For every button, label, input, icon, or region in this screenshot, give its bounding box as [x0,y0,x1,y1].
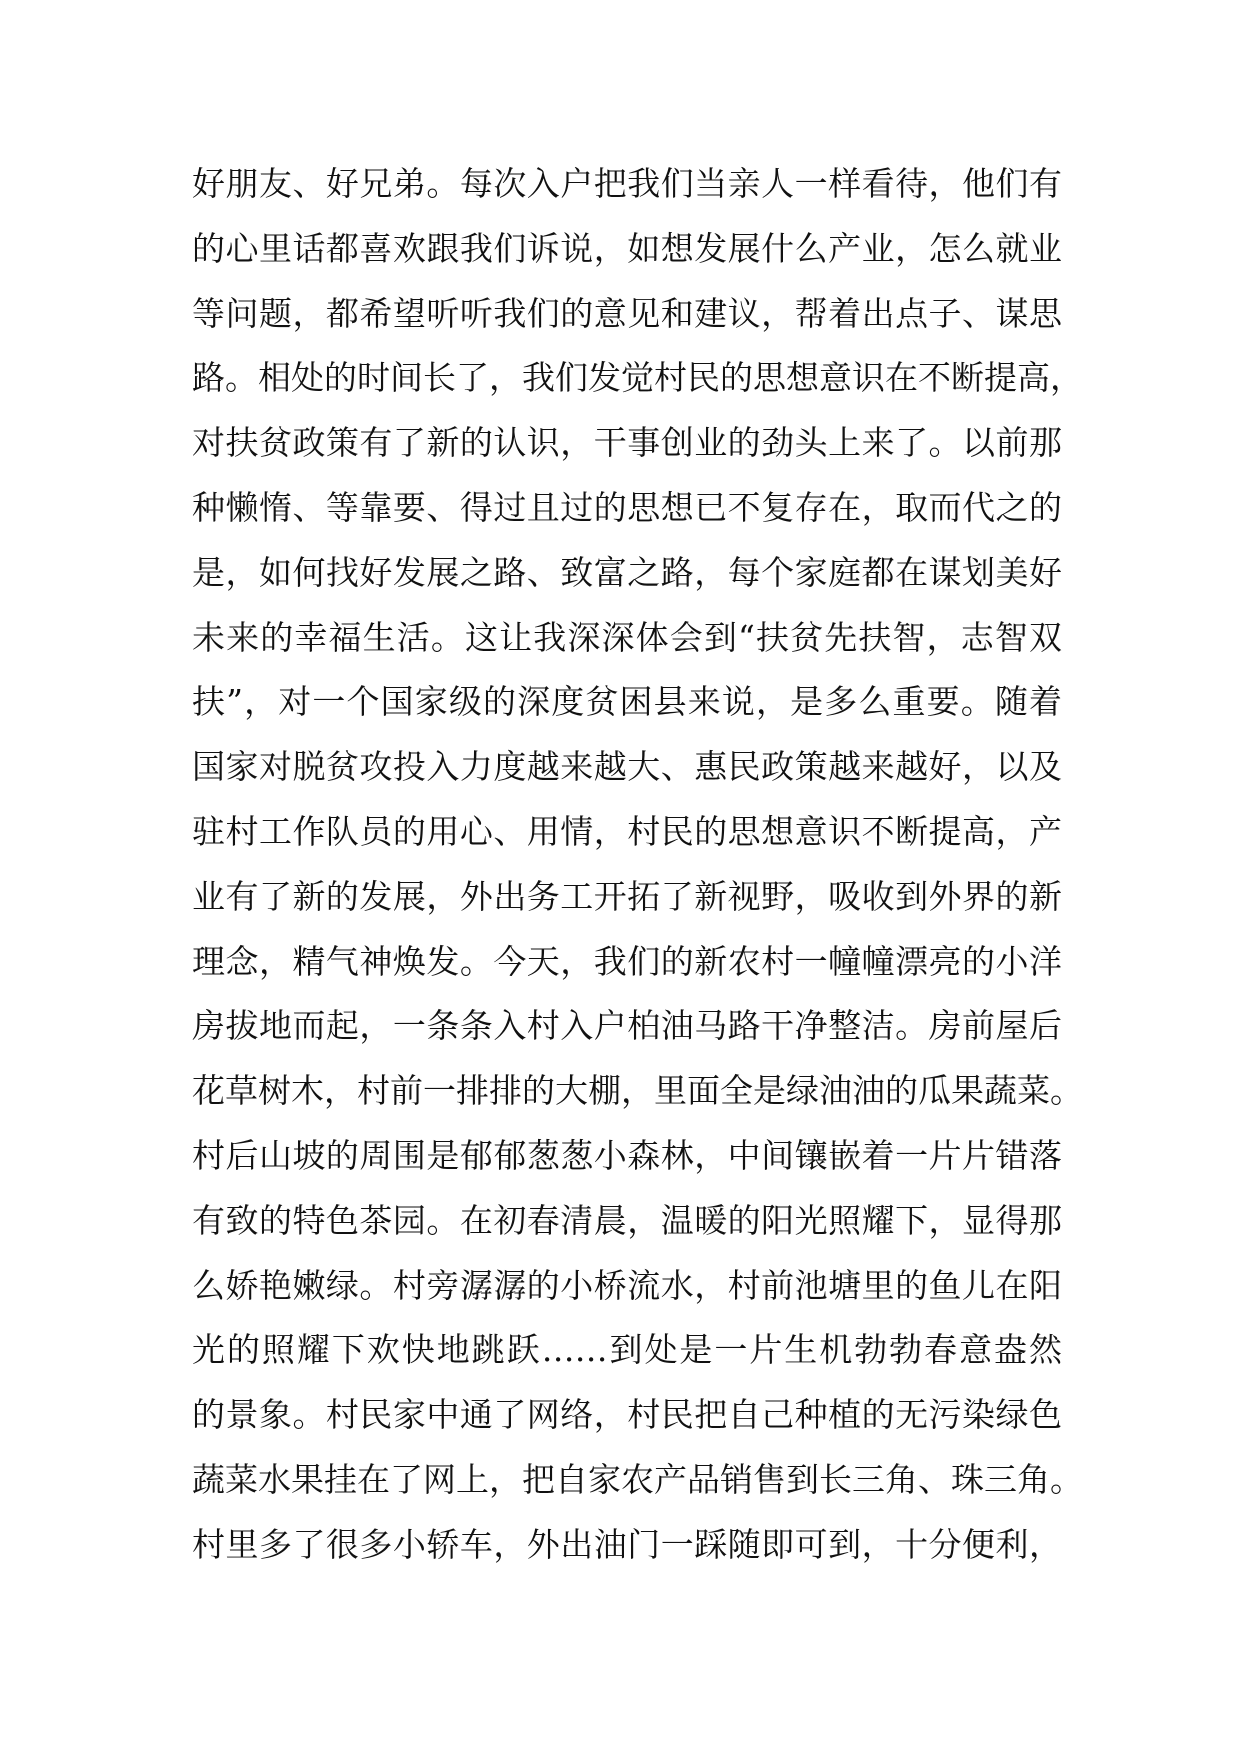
text-line: 对扶贫政策有了新的认识，干事创业的劲头上来了。以前那 [192,423,1062,463]
text-line: 未来的幸福生活。这让我深深体会到“扶贫先扶智，志智双 [192,617,1062,657]
text-line: 业有了新的发展，外出务工开拓了新视野，吸收到外界的新 [192,876,1062,916]
text-line: 扶”，对一个国家级的深度贫困县来说，是多么重要。随着 [192,682,1062,722]
text-line: 花草树木，村前一排排的大棚，里面全是绿油油的瓜果蔬菜。 [192,1071,1083,1111]
text-line: 是，如何找好发展之路、致富之路，每个家庭都在谋划美好 [192,552,1062,592]
text-line: 村后山坡的周围是郁郁葱葱小森林，中间镶嵌着一片片错落 [192,1135,1062,1175]
text-line: 驻村工作队员的用心、用情，村民的思想意识不断提高，产 [192,811,1062,851]
text-line: 村里多了很多小轿车，外出油门一踩随即可到，十分便利， [192,1524,1062,1564]
body-text [192,152,1083,1578]
text-line: 好朋友、好兄弟。每次入户把我们当亲人一样看待，他们有 [192,164,1062,203]
text-line: 有致的特色茶园。在初春清晨，温暖的阳光照耀下，显得那 [192,1200,1062,1240]
text-line: 房拔地而起，一条条入村入户柏油马路干净整洁。房前屋后 [192,1006,1062,1046]
text-line: 种懒惰、等靠要、得过且过的思想已不复存在，取而代之的 [192,487,1062,527]
text-line: 的景象。村民家中通了网络，村民把自己种植的无污染绿色 [192,1395,1062,1435]
text-line: 光的照耀下欢快地跳跃……到处是一片生机勃勃春意盎然 [192,1330,1062,1370]
text-line: 蔬菜水果挂在了网上，把自家农产品销售到长三角、珠三角。 [192,1459,1083,1499]
text-line: 理念，精气神焕发。今天，我们的新农村一幢幢漂亮的小洋 [192,941,1062,981]
text-line: 路。相处的时间长了，我们发觉村民的思想意识在不断提高， [192,358,1083,398]
text-line: 么娇艳嫩绿。村旁潺潺的小桥流水，村前池塘里的鱼儿在阳 [192,1265,1062,1305]
text-line: 等问题，都希望听听我们的意见和建议，帮着出点子、谋思 [192,293,1062,333]
text-line: 的心里话都喜欢跟我们诉说，如想发展什么产业，怎么就业 [192,228,1062,268]
text-line: 国家对脱贫攻投入力度越来越大、惠民政策越来越好，以及 [192,747,1062,787]
